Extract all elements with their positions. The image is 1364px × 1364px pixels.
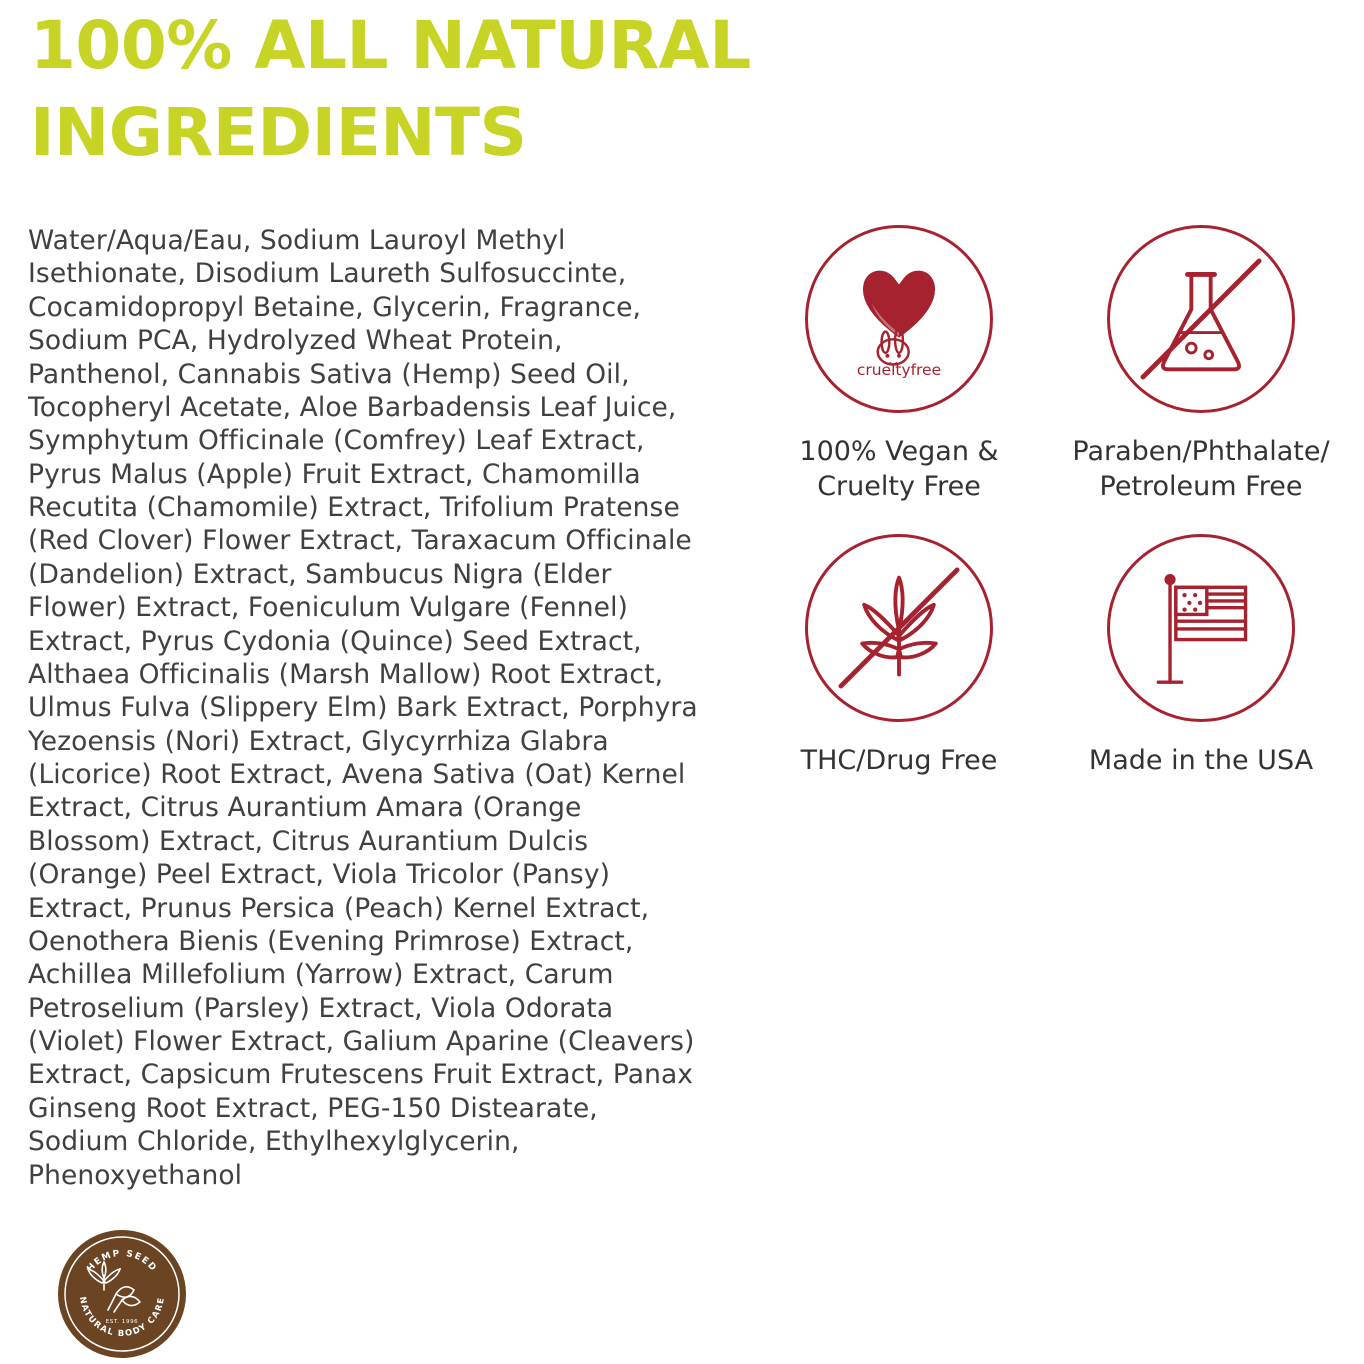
- cruelty-free-heart-bunny-icon: [805, 225, 993, 413]
- svg-text:crueltyfree: crueltyfree: [856, 361, 942, 380]
- certification-badges: [760, 225, 1340, 779]
- badge-label: Paraben/Phthalate/ Petroleum Free: [1072, 436, 1330, 502]
- badge-label: 100% Vegan & Cruelty Free: [799, 436, 999, 502]
- badge-vegan-cruelty-free: [760, 225, 1038, 504]
- badge-made-in-usa: [1062, 534, 1340, 779]
- badge-paraben-free: [1062, 225, 1340, 504]
- badge-thc-free: [760, 534, 1038, 779]
- svg-text:HEMP SEED: HEMP SEED: [85, 1248, 159, 1275]
- ingredients-list-text: Water/Aqua/Eau, Sodium Lauroyl Methyl Isethionate, Disodium Laureth Sulfosuccinte, Cocamidopropyl Betaine, Glycerin, Fragrance, Sodium PCA, Hydrolyzed Wheat Protein, Panthenol, Cannabis Sativa (Hemp) Seed Oil, Tocopheryl Acetate, Aloe Barbadensis Leaf Juice, Symphytum Officinale (Comfrey) Leaf Extract, Pyrus Malus (Apple) Fruit Extract, Chamomilla Recutita (Chamomile) Extract, Trifolium Pratense (Red Clover) Flower Extract, Taraxacum Officinale (Dandelion) Extract, Sambucus Nigra (Elder Flower) Extract, Foeniculum Vulgare (Fennel) Extract, Pyrus Cydonia (Quince) Seed Extract, Althaea Officinalis (Marsh Mallow) Root Extract, Ulmus Fulva (Slippery Elm) Bark Extract, Porphyra Yezoensis (Nori) Extract, Glycyrrhiza Glabra (Licorice) Root Extract, Avena Sativa (Oat) Kernel Extract, Citrus Aurantium Amara (Orange Blossom) Extract, Citrus Aurantium Dulcis (Orange) Peel Extract, Viola Tricolor (Pansy) Extract, Prunus Persica (Peach) Kernel Extract, Oenothera Bienis (Evening Primrose) Extract, Achillea Millefolium (Yarrow) Extract, Carum Petroselium (Parsley) Extract, Viola Odorata (Violet) Flower Extract, Galium Aparine (Cleavers) Extract, Capsicum Frutescens Fruit Extract, Panax Ginseng Root Extract, PEG-150 Distearate, Sodium Chloride, Ethylhexylglycerin, Phenoxyethanol: [28, 225, 698, 1191]
- badge-label: Made in the USA: [1088, 745, 1314, 777]
- hemp-seed-logo: [56, 1228, 188, 1360]
- page-title: 100% ALL NATURAL INGREDIENTS: [30, 7, 751, 172]
- svg-text:NATURAL BODY CARE: NATURAL BODY CARE: [76, 1295, 168, 1340]
- usa-flag-icon: [1107, 534, 1295, 722]
- no-hemp-leaf-icon: [805, 534, 993, 722]
- svg-text:EST. 1996: EST. 1996: [105, 1319, 139, 1325]
- badge-label: THC/Drug Free: [800, 745, 998, 777]
- no-chemical-flask-icon: [1107, 225, 1295, 413]
